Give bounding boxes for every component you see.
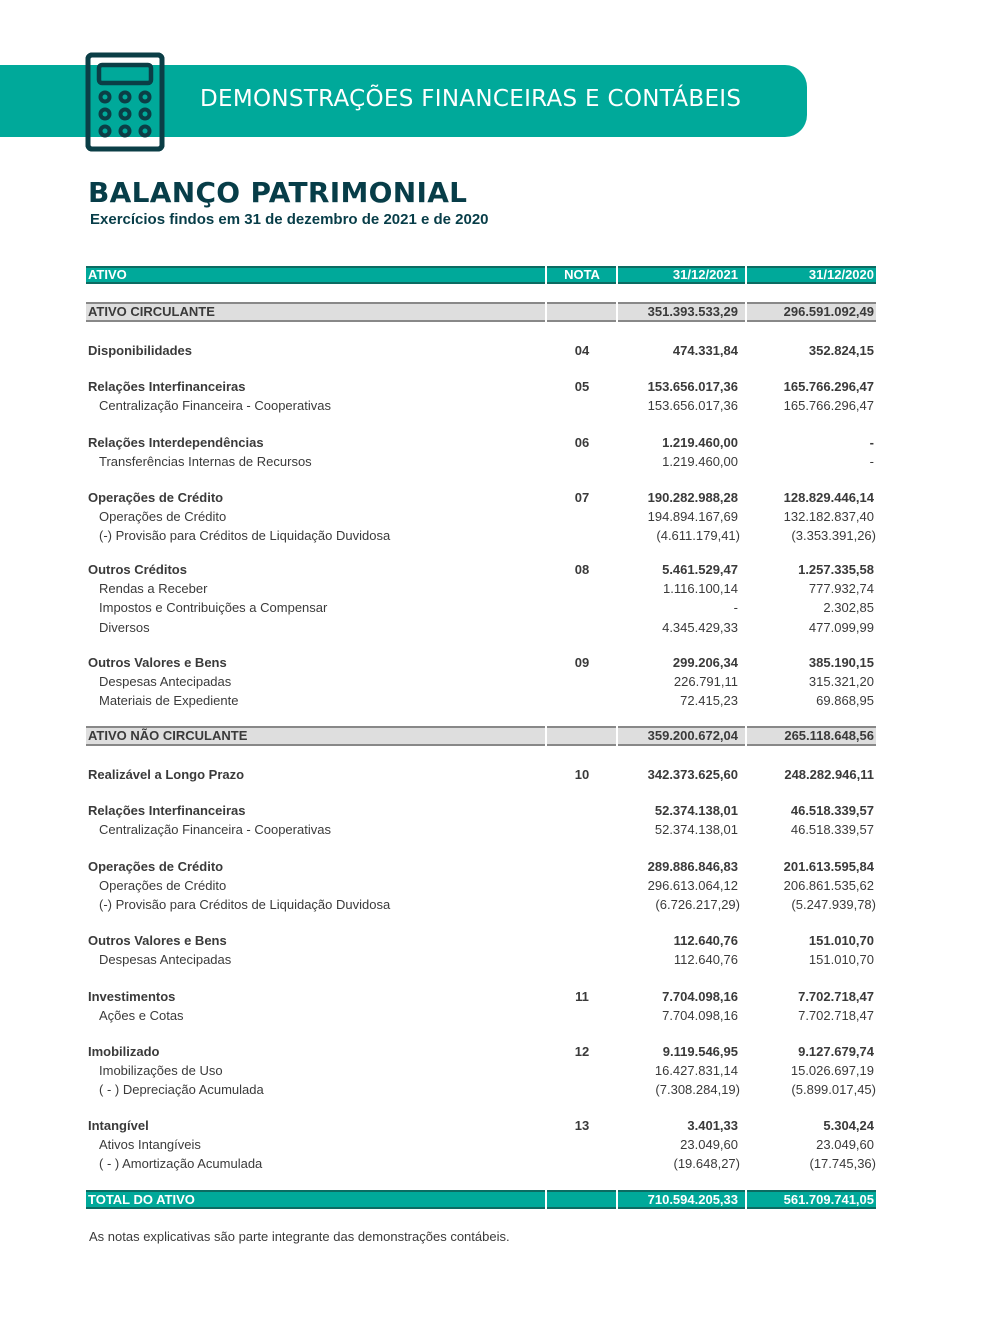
row-label: ( - ) Amortização Acumulada (99, 1156, 263, 1171)
row-label: Operações de Crédito (88, 490, 224, 505)
row-value-2020: (3.353.391,26) (791, 528, 876, 543)
row-label: Impostos e Contribuições a Compensar (99, 600, 328, 615)
row-nota (548, 302, 616, 322)
row-value-2020: 7.702.718,47 (798, 989, 874, 1004)
row-label: ( - ) Depreciação Acumulada (99, 1082, 264, 1097)
row-value-2021: 153.656.017,36 (647, 398, 738, 413)
row-label: Disponibilidades (88, 343, 193, 358)
row-nota (548, 820, 616, 839)
row-label: Ações e Cotas (99, 1008, 184, 1023)
item-row (86, 672, 876, 691)
row-nota: 06 (574, 435, 590, 450)
row-value-2021: 52.374.138,01 (654, 803, 738, 818)
row-value-2021: 226.791,11 (673, 674, 738, 689)
row-value-2020: 132.182.837,40 (783, 509, 874, 524)
row-value-2020: 315.321,20 (808, 674, 874, 689)
row-value-2020: 777.932,74 (808, 581, 874, 596)
item-row (86, 396, 876, 415)
row-value-2021: 7.704.098,16 (662, 1008, 738, 1023)
item-row (86, 1080, 876, 1099)
row-nota: 12 (574, 1044, 590, 1059)
row-nota (548, 598, 616, 617)
row-nota: 04 (574, 343, 590, 358)
row-value-2020: 9.127.679,74 (798, 1044, 874, 1059)
row-label: Centralização Financeira - Cooperativas (99, 822, 331, 837)
section-row (86, 726, 876, 746)
row-label: Materiais de Expediente (99, 693, 239, 708)
row-value-2021: (4.611.179,41) (656, 528, 740, 543)
row-label: ATIVO CIRCULANTE (88, 304, 215, 319)
calculator-icon (85, 52, 165, 152)
group-row (86, 1042, 876, 1061)
total-row (86, 1190, 876, 1209)
group-row (86, 801, 876, 820)
row-value-2021: 351.393.533,29 (647, 304, 738, 319)
row-nota: 09 (574, 655, 590, 670)
table-header-row (86, 266, 876, 284)
row-value-2021: 1.219.460,00 (662, 435, 738, 450)
row-label: (-) Provisão para Créditos de Liquidação Duvidosa (99, 528, 391, 543)
row-value-2020: 5.304,24 (823, 1118, 874, 1133)
header-2020: 31/12/2020 (808, 267, 874, 282)
row-value-2021: 1.116.100,14 (663, 581, 738, 596)
group-row (86, 1116, 876, 1135)
row-value-2020: 477.099,99 (808, 620, 874, 635)
group-row (86, 377, 876, 396)
row-value-2021: - (733, 600, 738, 615)
row-value-2020: (5.899.017,45) (791, 1082, 876, 1097)
row-label: Operações de Crédito (99, 878, 227, 893)
group-row (86, 341, 876, 360)
row-value-2020: 165.766.296,47 (783, 398, 874, 413)
row-nota: 07 (574, 490, 590, 505)
row-value-2021: 16.427.831,14 (654, 1063, 738, 1078)
row-value-2021: 342.373.625,60 (647, 767, 738, 782)
row-value-2020: 201.613.595,84 (783, 859, 874, 874)
row-label: Rendas a Receber (99, 581, 208, 596)
row-nota (548, 876, 616, 895)
item-row (86, 526, 876, 545)
total-nota (548, 1190, 616, 1209)
row-label: Outros Créditos (88, 562, 187, 577)
row-value-2020: 352.824,15 (808, 343, 874, 358)
row-value-2021: 190.282.988,28 (647, 490, 738, 505)
item-row (86, 1061, 876, 1080)
row-nota: 11 (575, 989, 589, 1004)
item-row (86, 895, 876, 914)
banner-title: DEMONSTRAÇÕES FINANCEIRAS E CONTÁBEIS (200, 86, 742, 112)
total-value-2020: 561.709.741,05 (783, 1192, 874, 1207)
row-nota (548, 726, 616, 746)
row-label: Ativos Intangíveis (99, 1137, 201, 1152)
row-value-2021: 5.461.529,47 (662, 562, 738, 577)
row-value-2020: 248.282.946,11 (784, 767, 874, 782)
row-value-2020: (17.745,36) (809, 1156, 876, 1171)
row-label: Transferências Internas de Recursos (99, 454, 312, 469)
row-value-2020: 23.049,60 (816, 1137, 874, 1152)
row-value-2020: 2.302,85 (823, 600, 874, 615)
row-nota (548, 452, 616, 471)
row-label: Realizável a Longo Prazo (88, 767, 245, 782)
row-value-2021: 112.640,76 (673, 952, 738, 967)
row-nota (548, 618, 616, 637)
row-nota (548, 1080, 616, 1099)
item-row (86, 598, 876, 617)
row-label: Despesas Antecipadas (99, 674, 232, 689)
group-row (86, 931, 876, 950)
header-ativo: ATIVO (88, 267, 127, 282)
row-label: Centralização Financeira - Cooperativas (99, 398, 331, 413)
row-value-2021: 299.206,34 (672, 655, 738, 670)
total-label: TOTAL DO ATIVO (88, 1192, 195, 1207)
header-nota: NOTA (564, 267, 600, 282)
row-value-2020: 296.591.092,49 (783, 304, 874, 319)
row-value-2021: 52.374.138,01 (654, 822, 738, 837)
footnote: As notas explicativas são parte integrante das demonstrações contábeis. (89, 1229, 510, 1244)
row-label: (-) Provisão para Créditos de Liquidação Duvidosa (99, 897, 391, 912)
row-value-2021: 9.119.546,95 (662, 1044, 738, 1059)
row-value-2020: 46.518.339,57 (790, 803, 874, 818)
row-nota (548, 579, 616, 598)
item-row (86, 820, 876, 839)
item-row (86, 1006, 876, 1025)
row-label: Operações de Crédito (88, 859, 224, 874)
row-nota (548, 1006, 616, 1025)
row-value-2020: (5.247.939,78) (791, 897, 876, 912)
row-nota (548, 526, 616, 545)
row-label: Relações Interdependências (88, 435, 264, 450)
row-value-2020: 151.010,70 (808, 952, 874, 967)
row-nota (548, 895, 616, 914)
row-nota (548, 801, 616, 820)
row-value-2020: 385.190,15 (808, 655, 874, 670)
item-row (86, 691, 876, 710)
header-2021: 31/12/2021 (672, 267, 738, 282)
row-nota (548, 931, 616, 950)
row-label: Despesas Antecipadas (99, 952, 232, 967)
row-nota: 08 (574, 562, 590, 577)
group-row (86, 488, 876, 507)
row-nota (548, 1154, 616, 1173)
page-subtitle: Exercícios findos em 31 de dezembro de 2021 e de 2020 (90, 211, 489, 228)
row-value-2021: (6.726.217,29) (655, 897, 740, 912)
row-value-2021: 1.219.460,00 (662, 454, 738, 469)
item-row (86, 1154, 876, 1173)
row-nota: 13 (574, 1118, 590, 1133)
section-row (86, 302, 876, 322)
row-value-2020: 128.829.446,14 (783, 490, 874, 505)
row-value-2021: 7.704.098,16 (662, 989, 738, 1004)
item-row (86, 618, 876, 637)
row-label: Outros Valores e Bens (88, 933, 227, 948)
row-value-2021: 359.200.672,04 (647, 728, 738, 743)
row-label: Intangível (88, 1118, 149, 1133)
row-value-2021: 289.886.846,83 (647, 859, 738, 874)
item-row (86, 452, 876, 471)
row-value-2020: - (869, 454, 874, 469)
item-row (86, 579, 876, 598)
row-label: Imobilizado (88, 1044, 160, 1059)
row-value-2021: 72.415,23 (680, 693, 738, 708)
row-label: Outros Valores e Bens (88, 655, 227, 670)
group-row (86, 857, 876, 876)
row-nota (548, 396, 616, 415)
row-value-2021: 112.640,76 (673, 933, 738, 948)
row-value-2021: 3.401,33 (687, 1118, 738, 1133)
row-nota (548, 857, 616, 876)
row-value-2020: 7.702.718,47 (798, 1008, 874, 1023)
group-row (86, 765, 876, 784)
row-value-2020: 206.861.535,62 (783, 878, 874, 893)
row-nota (548, 691, 616, 710)
row-value-2021: (7.308.284,19) (655, 1082, 740, 1097)
item-row (86, 876, 876, 895)
row-value-2020: - (869, 435, 874, 450)
row-label: Operações de Crédito (99, 509, 227, 524)
page-title: BALANÇO PATRIMONIAL (88, 176, 468, 209)
row-nota: 10 (574, 767, 590, 782)
group-row (86, 653, 876, 672)
row-value-2020: 265.118.648,56 (784, 728, 874, 743)
row-label: Imobilizações de Uso (99, 1063, 223, 1078)
row-value-2020: 165.766.296,47 (783, 379, 874, 394)
group-row (86, 433, 876, 452)
row-value-2021: 474.331,84 (672, 343, 738, 358)
row-nota: 05 (574, 379, 590, 394)
row-label: ATIVO NÃO CIRCULANTE (88, 728, 248, 743)
item-row (86, 507, 876, 526)
row-value-2021: 296.613.064,12 (647, 878, 738, 893)
row-nota (548, 507, 616, 526)
row-label: Investimentos (88, 989, 176, 1004)
item-row (86, 950, 876, 969)
row-value-2020: 69.868,95 (816, 693, 874, 708)
row-label: Diversos (99, 620, 150, 635)
row-value-2021: 194.894.167,69 (647, 509, 738, 524)
group-row (86, 987, 876, 1006)
item-row (86, 1135, 876, 1154)
row-value-2021: 153.656.017,36 (647, 379, 738, 394)
row-value-2020: 15.026.697,19 (790, 1063, 874, 1078)
row-value-2020: 1.257.335,58 (798, 562, 874, 577)
row-value-2020: 46.518.339,57 (790, 822, 874, 837)
row-label: Relações Interfinanceiras (88, 803, 246, 818)
row-value-2021: 4.345.429,33 (662, 620, 738, 635)
group-row (86, 560, 876, 579)
row-nota (548, 1135, 616, 1154)
total-value-2021: 710.594.205,33 (647, 1192, 738, 1207)
row-value-2021: (19.648,27) (673, 1156, 740, 1171)
row-value-2021: 23.049,60 (680, 1137, 738, 1152)
row-label: Relações Interfinanceiras (88, 379, 246, 394)
row-nota (548, 672, 616, 691)
row-nota (548, 950, 616, 969)
row-value-2020: 151.010,70 (808, 933, 874, 948)
row-nota (548, 1061, 616, 1080)
